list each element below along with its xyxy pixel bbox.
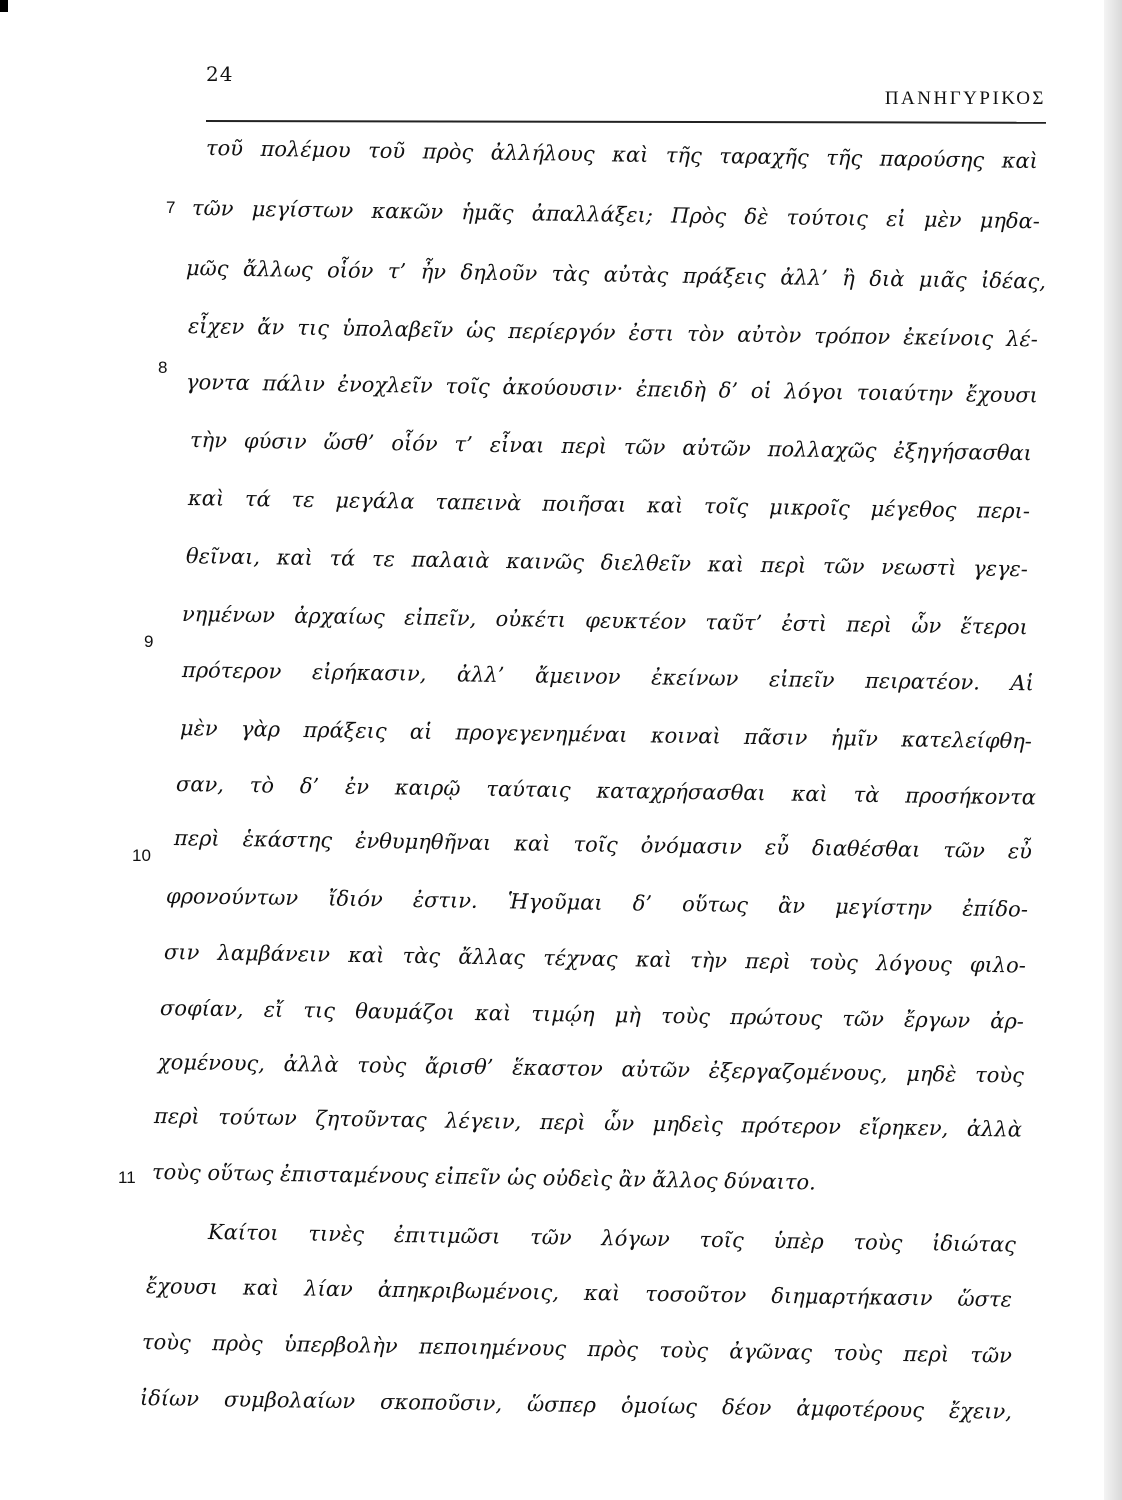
text-line: σιν λαμβάνειν καὶ τὰς ἄλλας τέχνας καὶ τὴν περὶ τοὺς λόγους φιλο-	[163, 940, 1027, 978]
text-line: τῶν μεγίστων κακῶν ἡμᾶς ἀπαλλάξει; Πρὸς δὲ τούτοις εἰ μὲν μηδα-	[191, 196, 1041, 234]
page-header	[206, 58, 1046, 118]
running-title: ΠΑΝΗΓΥΡΙΚΟΣ	[884, 88, 1046, 109]
header-rule	[206, 120, 1046, 124]
text-line: τὴν φύσιν ὥσθ’ οἷόν τ’ εἶναι περὶ τῶν αὐτῶν πολλαχῶς ἐξηγήσασθαι	[189, 428, 1033, 466]
text-line: σοφίαν, εἴ τις θαυμάζοι καὶ τιμῴη μὴ τοὺς πρώτους τῶν ἔργων ἀρ-	[159, 996, 1025, 1034]
text-line: γοντα πάλιν ἐνοχλεῖν τοῖς ἀκούουσιν· ἐπειδὴ δ’ οἱ λόγοι τοιαύτην ἔχουσι	[185, 370, 1039, 408]
text-line: Καίτοι τινὲς ἐπιτιμῶσι τῶν λόγων τοῖς ὑπὲρ τοὺς ἰδιώτας	[207, 1220, 1017, 1257]
page-gutter-edge	[1104, 0, 1122, 1500]
text-line: φρονούντων ἴδιόν ἐστιν. Ἡγοῦμαι δ’ οὕτως ἂν μεγίστην ἐπίδο-	[165, 884, 1029, 922]
text-line: εἶχεν ἄν τις ὑπολαβεῖν ὡς περίεργόν ἐστι τὸν αὐτὸν τρόπον ἐκείνοις λέ-	[187, 314, 1039, 352]
section-number: 8	[158, 358, 168, 377]
section-number: 7	[166, 198, 176, 217]
text-line: περὶ ἑκάστης ἐνθυμηθῆναι καὶ τοῖς ὀνόμασιν εὖ διαθέσθαι τῶν εὖ	[173, 826, 1033, 864]
text-line: ἔχουσι καὶ λίαν ἀπηκριβωμένοις, καὶ τοσοῦτον διημαρτήκασιν ὥστε	[145, 1274, 1013, 1312]
text-line: χομένους, ἀλλὰ τοὺς ἄρισθ’ ἕκαστον αὐτῶν ἐξεργαζομένους, μηδὲ τοὺς	[157, 1050, 1025, 1088]
scan-corner-mark	[0, 0, 8, 12]
text-line: τοὺς οὕτως ἐπισταμένους εἰπεῖν ὡς οὐδεὶς ἂν ἄλλος δύναιτο.	[151, 1160, 816, 1195]
text-line: ἰδίων συμβολαίων σκοποῦσιν, ὥσπερ ὁμοίως δέον ἀμφοτέρους ἔχειν,	[139, 1386, 1013, 1424]
text-line: θεῖναι, καὶ τά τε παλαιὰ καινῶς διελθεῖν καὶ περὶ τῶν νεωστὶ γεγε-	[185, 544, 1029, 582]
text-line: τοῦ πολέμου τοῦ πρὸς ἀλλήλους καὶ τῆς ταραχῆς τῆς παρούσης καὶ	[205, 136, 1039, 174]
section-number: 11	[118, 1168, 136, 1187]
text-line: μῶς ἄλλως οἷόν τ’ ἦν δηλοῦν τὰς αὐτὰς πράξεις ἀλλ’ ἢ διὰ μιᾶς ἰδέας,	[185, 256, 1047, 294]
text-line: περὶ τούτων ζητοῦντας λέγειν, περὶ ὧν μηδεὶς πρότερον εἴρηκεν, ἀλλὰ	[153, 1104, 1023, 1142]
text-line: τοὺς πρὸς ὑπερβολὴν πεποιημένους πρὸς τοὺς ἀγῶνας τοὺς περὶ τῶν	[141, 1330, 1013, 1368]
text-line: μὲν γὰρ πράξεις αἱ προγεγενημέναι κοιναὶ πᾶσιν ἡμῖν κατελείφθη-	[179, 716, 1033, 754]
text-line: πρότερον εἰρήκασιν, ἀλλ’ ἄμεινον ἐκείνων εἰπεῖν πειρατέον. Αἱ	[181, 658, 1035, 696]
page-number: 24	[206, 62, 234, 86]
text-line: νημένων ἀρχαίως εἰπεῖν, οὐκέτι φευκτέον ταῦτ’ ἐστὶ περὶ ὧν ἕτεροι	[181, 602, 1029, 640]
text-line: σαν, τὸ δ’ ἐν καιρῷ ταύταις καταχρήσασθαι καὶ τὰ προσήκοντα	[175, 772, 1037, 810]
section-number: 9	[144, 632, 154, 651]
text-line: καὶ τά τε μεγάλα ταπεινὰ ποιῆσαι καὶ τοῖς μικροῖς μέγεθος περι-	[187, 486, 1031, 524]
section-number: 10	[132, 846, 151, 865]
